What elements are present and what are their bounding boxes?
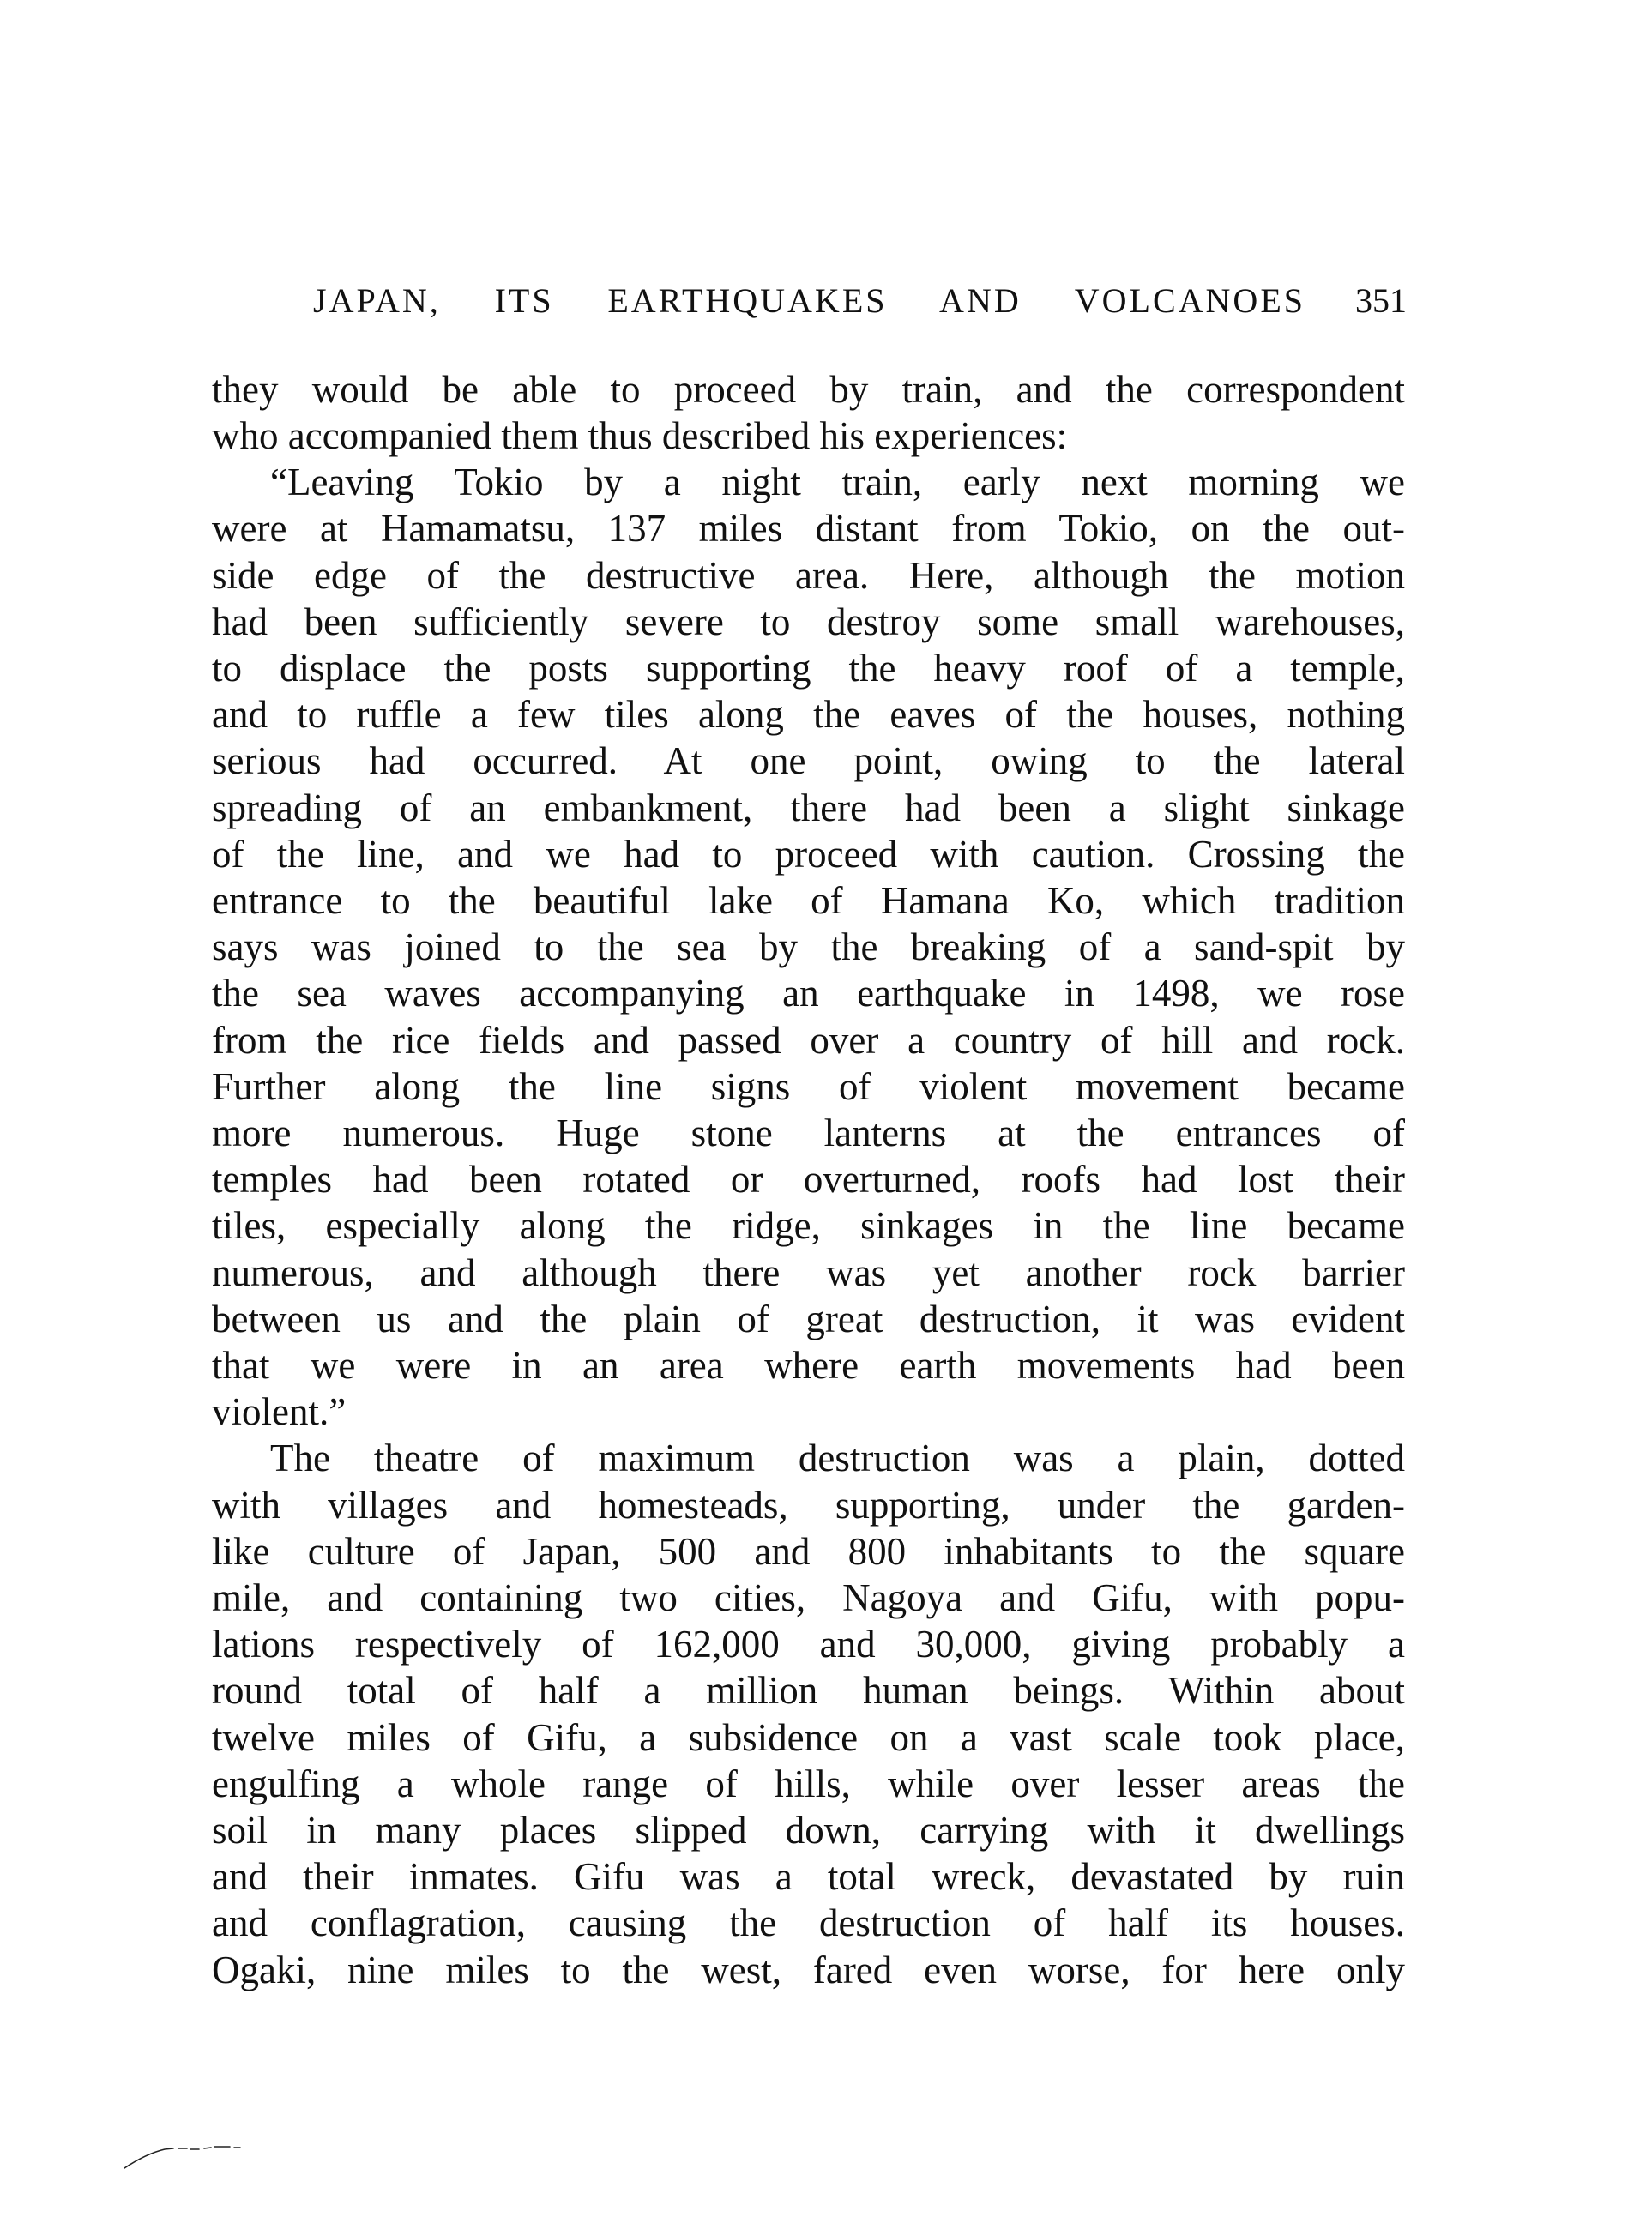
text-line: had been sufficiently severe to destroy some small warehouses,	[212, 600, 1405, 643]
text-line: that we were in an area where earth movements had been	[212, 1344, 1405, 1387]
running-title: JAPAN, ITS EARTHQUAKES AND VOLCANOES	[313, 281, 1305, 320]
text-line: lations respectively of 162,000 and 30,000, giving probably a	[212, 1623, 1405, 1666]
text-line: with villages and homesteads, supporting, under the garden-	[212, 1484, 1405, 1527]
text-line: to displace the posts supporting the heavy roof of a temple,	[212, 647, 1405, 690]
text-line: mile, and containing two cities, Nagoya and Gifu, with popu-	[212, 1576, 1405, 1619]
text-line: serious had occurred. At one point, owing to the lateral	[212, 739, 1405, 782]
text-line: soil in many places slipped down, carrying with it dwellings	[212, 1809, 1405, 1852]
text-line: Further along the line signs of violent movement became	[212, 1065, 1405, 1108]
text-line: temples had been rotated or overturned, roofs had lost their	[212, 1158, 1405, 1201]
text-line: round total of half a million human beings. Within about	[212, 1669, 1405, 1712]
text-line: the sea waves accompanying an earthquake in 1498, we rose	[212, 972, 1405, 1015]
text-line: violent.”	[212, 1390, 347, 1433]
text-line: side edge of the destructive area. Here, although the motion	[212, 554, 1405, 597]
text-line: says was joined to the sea by the breaking of a sand-spit by	[212, 925, 1405, 968]
pencil-squiggle-icon	[120, 2136, 249, 2178]
text-line: entrance to the beautiful lake of Hamana Ko, which tradition	[212, 879, 1405, 922]
text-line: and their inmates. Gifu was a total wreck, devastated by ruin	[212, 1855, 1405, 1898]
text-line: like culture of Japan, 500 and 800 inhabitants to the square	[212, 1530, 1405, 1573]
text-line: spreading of an embankment, there had been a slight sinkage	[212, 786, 1405, 829]
text-line: tiles, especially along the ridge, sinkages in the line became	[212, 1204, 1405, 1247]
text-line: from the rice fields and passed over a country of hill and rock.	[212, 1019, 1405, 1062]
text-line: engulfing a whole range of hills, while over lesser areas the	[212, 1762, 1405, 1805]
text-line: and to ruffle a few tiles along the eaves of the houses, nothing	[212, 693, 1405, 736]
text-line: were at Hamamatsu, 137 miles distant from Tokio, on the out-	[212, 507, 1405, 550]
text-line: numerous, and although there was yet another rock barrier	[212, 1251, 1405, 1294]
text-line: who accompanied them thus described his experiences:	[212, 414, 1068, 457]
text-line: and conflagration, causing the destruction of half its houses.	[212, 1901, 1405, 1944]
text-line: The theatre of maximum destruction was a plain, dotted	[270, 1437, 1405, 1479]
text-line: between us and the plain of great destruction, it was evident	[212, 1298, 1405, 1340]
text-line: more numerous. Huge stone lanterns at the entrances of	[212, 1111, 1405, 1154]
text-line: Ogaki, nine miles to the west, fared even worse, for here only	[212, 1949, 1405, 1991]
text-line: twelve miles of Gifu, a subsidence on a vast scale took place,	[212, 1716, 1405, 1759]
text-line: “Leaving Tokio by a night train, early next morning we	[270, 461, 1405, 503]
text-line: they would be able to proceed by train, and the correspondent	[212, 368, 1405, 411]
page-number: 351	[1355, 281, 1407, 320]
text-line: of the line, and we had to proceed with caution. Crossing the	[212, 833, 1405, 876]
